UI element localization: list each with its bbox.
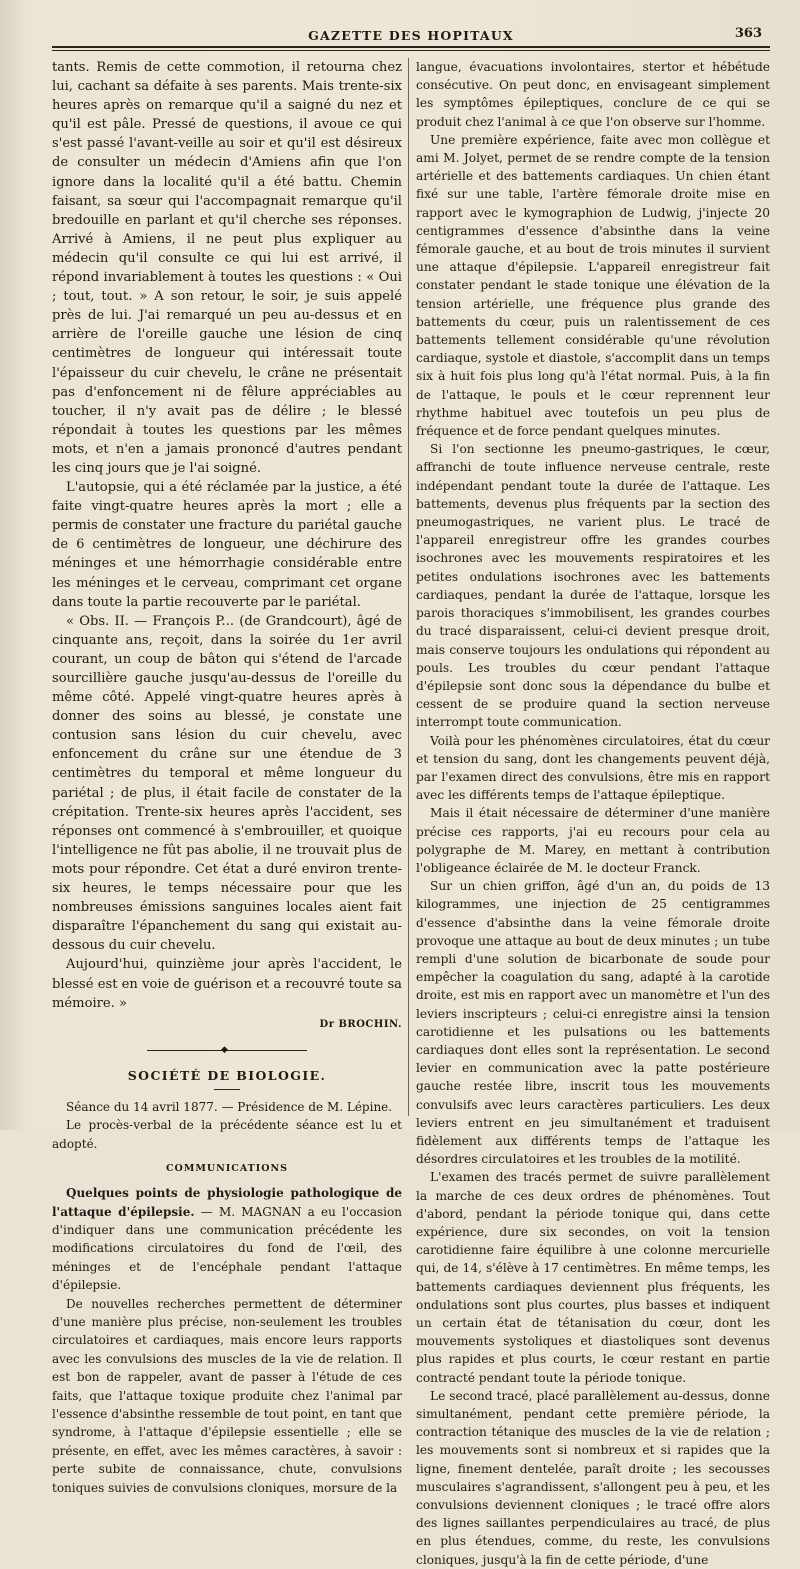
paragraph: L'examen des tracés permet de suivre parallèlement la marche de ces deux ordres de phénomènes. Tout d'abord, pendant la période tonique qui, dans cette expérience, dure six secondes, on voit la tension carotidienne faire équilibre à une colonne mercurielle qui, de 14, s'élève à 17 centimètres. En même temps, les battements cardiaques deviennent plus fréquents, les ondulations sont plus courtes, plus basses et indiquent un certain état de tétanisation du cœur, dont les mouvements systoliques et diastoliques sont devenus plus rapides et plus courts, le cœur restant en partie contracté pendant toute la période tonique. <box>416 1170 770 1385</box>
paragraph: Sur un chien griffon, âgé d'un an, du poids de 13 kilogrammes, une injection de 25 centigrammes d'essence d'absinthe dans la veine fémorale droite provoque une attaque au bout de deux minutes ; un tube rempli d'une solution de bicarbonate de soude pour empêcher la coagulation du sang, adapté à la carotide droite, est mis en rapport avec un manomètre et l'un des leviers inscripteurs ; celui-ci enregistre ainsi la tension carotidienne et les pulsations ou les battements cardiaques dont elles sont la représentation. Le second levier en communication avec la patte postérieure gauche restée libre, inscrit tous les mouvements convulsifs avec leurs caractères particuliers. Les deux leviers entrent en jeu simultanément et traduisent fidèlement aux différents temps de l'attaque les désordres circulatoires et les troubles de la motilité. <box>416 879 770 1167</box>
paragraph: L'autopsie, qui a été réclamée par la justice, a été faite vingt-quatre heures après la mort ; elle a permis de constater une fracture du pariétal gauche de 6 centimètres de longueur, une déchirure des méninges et une hémorrhagie considérable entre les méninges et le cerveau, comprimant cet organe dans toute la partie recouverte par le pariétal. <box>52 480 402 610</box>
paragraph: De nouvelles recherches permettent de déterminer d'une manière plus précise, non-seulement les troubles circulatoires et cardiaques, mais encore leurs rapports avec les convulsions des muscles de la vie de relation. Il est bon de rappeler, avant de passer à l'étude de ces faits, que l'attaque toxique produite chez l'animal par l'essence d'absinthe ressemble de tout point, en tant que syndrome, à l'attaque d'épilepsie essentielle ; elle se présente, en effet, avec les mêmes caractères, à savoir : perte subite de connaissance, chute, convulsions toniques suivies de convulsions cloniques, morsure de la <box>52 1296 402 1495</box>
paragraph: tants. Remis de cette commotion, il retourna chez lui, cachant sa défaite à ses parents. Mais trente-six heures après on remarque qu'il a saigné du nez et qu'il est pâle. Pressé de questions, il avoue ce qui s'est passé l'avant-veille au soir et qu'il est désireux de consulter un médecin d'Amiens afin que l'on ignore dans la localité qu'il a été battu. Chemin faisant, sa sœur qui l'accompagnait remarque qu'il bredouille en parlant et qu'il cherche ses réponses. Arrivé à Amiens, il ne peut plus expliquer au médecin qu'il consulte ce qui lui est arrivé, il répond invariablement à toutes les questions : « Oui ; tout, tout. » A son retour, le soir, je suis appelé près de lui. J'ai remarqué un peu au-dessus et en arrière de l'oreille gauche une lésion de cinq centimètres de longueur qui intéressait toute l'épaisseur du cuir chevelu, le crâne ne présentait pas d'enfoncement ni de fêlure appréciables au toucher, il n'y avait pas de délire ; le blessé répondait à toutes les questions par les mêmes mots, et n'en a jamais prononcé d'autres pendant les cinq jours que je l'ai soigné. <box>52 60 402 476</box>
column-divider <box>408 58 409 1116</box>
header-rule-thin <box>52 50 770 51</box>
paragraph: langue, évacuations involontaires, stertor et hébétude consécutive. On peut donc, en envisageant simplement les symptômes épileptiques, conclure de ce qui se produit chez l'animal à ce que l'on observe sur l'homme. <box>416 60 770 129</box>
journal-title: GAZETTE DES HOPITAUX <box>308 28 514 43</box>
page-number: 363 <box>734 26 762 41</box>
article-intro: a eu l'occasion d'indiquer dans une communication précédente les modifications circulatoires du fond de l'œil, des méninges et de l'encéphale pendant l'attaque d'épilepsie. <box>52 1204 402 1293</box>
session-line: Séance du 14 avril 1877. — Présidence de M. Lépine. <box>66 1099 393 1114</box>
paragraph: Si l'on sectionne les pneumo-gastriques, le cœur, affranchi de toute influence nerveuse centrale, reste indépendant pendant toute la durée de l'attaque. Les battements, devenus plus fréquents par la section des pneumogastriques, ne varient plus. Le tracé de l'appareil enregistreur offre les grandes courbes isochrones avec les mouvements respiratoires et les petites ondulations isochrones avec les battements cardiaques, pendant la durée de l'attaque, lorsque les parois thoraciques s'immobilisent, les grandes courbes du tracé disparaissent, celui-ci devient presque droit, mais conserve toujours les ondulations qui répondent au pouls. Les troubles du cœur pendant l'attaque d'épilepsie sont donc sous la dépendance du bulbe et cessent de se produire quand la section nerveuse interrompt toute communication. <box>416 442 770 730</box>
paragraph: Une première expérience, faite avec mon collègue et ami M. Jolyet, permet de se rendre compte de la tension artérielle et des battements cardiaques. Un chien étant fixé sur une table, l'artère fémorale droite mise en rapport avec le kymographion de Ludwig, j'injecte 20 centigrammes d'essence d'absinthe dans la veine fémorale gauche, et au bout de trois minutes il survient une attaque d'épilepsie. L'appareil enregistreur fait constater pendant le stade tonique une élévation de la tension artérielle, une fréquence plus grande des battements du cœur, puis un ralentissement de ces battements tellement considérable qu'une révolution cardiaque, systole et diastole, s'accomplit dans un temps six à huit fois plus long qu'à l'état normal. Puis, à la fin de l'attaque, le pouls et le cœur reprennent leur rhythme habituel avec toutefois un peu plus de fréquence et de force pendant quelques minutes. <box>416 132 770 439</box>
paragraph: Voilà pour les phénomènes circulatoires, état du cœur et tension du sang, dont les changements peuvent déjà, par l'examen direct des convulsions, être mis en rapport avec les différents temps de l'attaque épileptique. <box>416 733 770 803</box>
communications-heading: COMMUNICATIONS <box>165 1163 289 1175</box>
short-rule <box>214 1089 240 1090</box>
right-column <box>416 58 770 1567</box>
diamond-ornament-icon: ◆ <box>221 1044 228 1055</box>
article-author: — M. MAGNAN <box>200 1204 302 1219</box>
minutes-line: Le procès-verbal de la précédente séance est lu et adopté. <box>52 1118 402 1151</box>
article-title: Quelques points de physiologie pathologique de l'attaque d'épilepsie. <box>52 1186 402 1219</box>
paragraph: Le second tracé, placé parallèlement au-dessus, donne simultanément, pendant cette première période, la contraction tétanique des muscles de la vie de relation ; les mouvements sont si nombreux et si rapides que la ligne, finement dentelée, paraît droite ; les secousses musculaires s'agrandissent, s'allongent peu à peu, et les convulsions deviennent cloniques ; le tracé offre alors des lignes saillantes perpendiculaires au tracé, de plus en plus étendues, comme, du reste, les convulsions cloniques, jusqu'à la fin de cette période, d'une <box>416 1388 770 1567</box>
paragraph: « Obs. II. — François P... (de Grandcourt), âgé de cinquante ans, reçoit, dans la soirée du 1er avril courant, un coup de bâton qui s'étend de l'arcade sourcillière gauche jusqu'au-dessus de l'oreille du même côté. Appelé vingt-quatre heures après à donner des soins au blessé, je constate une contusion sans lésion du cuir chevelu, avec enfoncement du crâne sur une étendue de 3 centimètres du temporal et même longueur du pariétal ; de plus, il était facile de constater de la crépitation. Trente-six heures après l'accident, ses réponses ont commencé à s'embrouiller, et quoique l'intelligence ne fût pas abolie, il ne trouvait plus de mots pour répondre. Cet état a duré environ trente-six heures, le temps nécessaire pour que les nombreuses émissions sanguines locales aient fait disparaître l'épanchement du sang qui existait au-dessous du cuir chevelu. <box>52 613 402 954</box>
paragraph: Aujourd'hui, quinzième jour après l'accident, le blessé est en voie de guérison et a recouvré toute sa mémoire. » <box>52 957 402 1011</box>
header-rule-thick <box>52 46 770 48</box>
page-header <box>52 26 770 48</box>
author-signature: Dr BROCHIN. <box>319 1018 402 1030</box>
section-separator <box>147 1040 307 1060</box>
section-title: SOCIÉTÉ DE BIOLOGIE. <box>127 1067 327 1083</box>
paragraph: Mais il était nécessaire de déterminer d'une manière précise ces rapports, j'ai eu recours pour cela au polygraphe de M. Marey, en mettant à contribution l'obligeance éclairée de M. le docteur Franck. <box>416 806 770 875</box>
left-column <box>52 58 402 1495</box>
